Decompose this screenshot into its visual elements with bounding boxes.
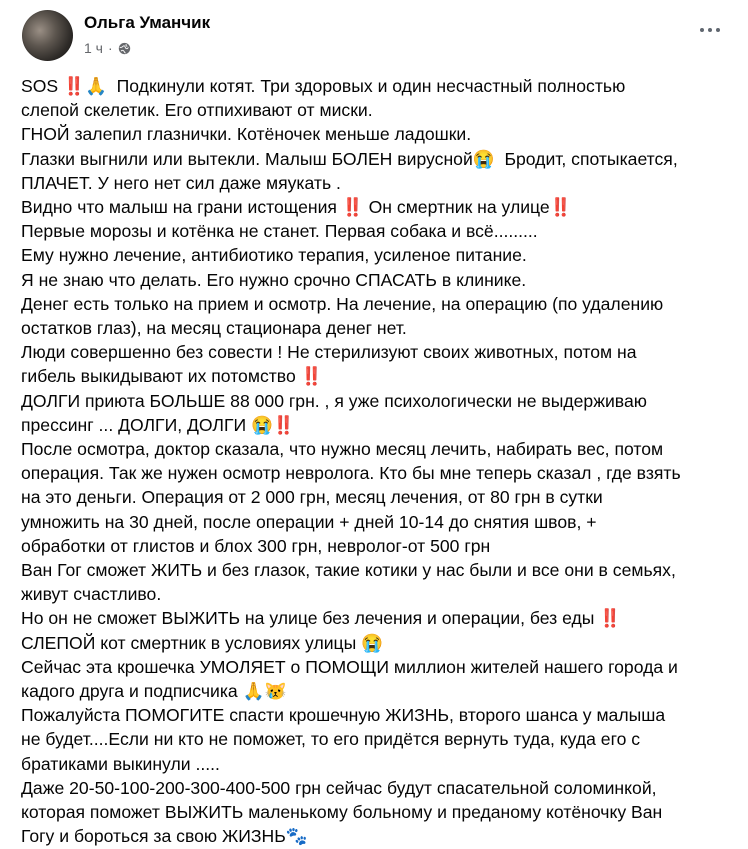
- author-name[interactable]: Ольга Уманчик: [84, 13, 211, 32]
- avatar[interactable]: [22, 10, 73, 61]
- post-time[interactable]: 1 ч: [84, 40, 103, 56]
- post-text: SOS ‼️🙏 Подкинули котят. Три здоровых и один несчастный полностью слепой скелетик. Его отпихивают от миски. ГНОЙ залепил глазнички. Котёночек меньше ладошки. Глазки выгнили или вытекли. Малыш БОЛЕН вирусной😭 Бродит, спотыкается, ПЛАЧЕТ. У него нет сил даже мяукать . Видно что малыш на грани истощения ‼️ Он смертник на улице‼️ Первые морозы и котёнка не станет. Первая собака и всё......... Ему нужно лечение, антибиотико терапия, усиленое питание. Я не знаю что делать. Его нужно срочно СПАСАТЬ в клинике. Денег есть только на прием и осмотр. На лечение, на операцию (по удалению остатков глаз), на месяц стационара денег нет. Люди совершенно без совести ! Не стерилизуют своих животных, потом на гибель выкидывают их потомство ‼️ ДОЛГИ приюта БОЛЬШЕ 88 000 грн. , я уже психологически не выдерживаю прессинг ... ДОЛГИ, ДОЛГИ 😭‼️ После осмотра, доктор сказала, что нужно месяц лечить, набирать вес, потом операция. Так же нужен осмотр невролога. Кто бы мне теперь сказал , где взять на это деньги. Операция от 2 000 грн, месяц лечения, от 80 грн в сутки умножить на 30 дней, после операции + дней 10-14 до снятия швов, + обработки от глистов и блох 300 грн, невролог-от 500 грн Ван Гог сможет ЖИТЬ и без глазок, такие котики у нас были и все они в семьях, живут счастливо. Но он не сможет ВЫЖИТЬ на улице без лечения и операции, без еды ‼️ СЛЕПОЙ кот смертник в условиях улицы 😭 Сейчас эта крошечка УМОЛЯЕТ о ПОМОЩИ миллион жителей нашего города и кадого друга и подписчика 🙏😿 Пожалуйста ПОМОГИТЕ спасти крошечную ЖИЗНЬ, второго шанса у малыша не будет....Если ни кто не поможет, то его придётся вернуть туда, куда его с братиками выкинули ..... Даже 20-50-100-200-300-400-500 грн сейчас будут спасательной соломинкой, которая поможет ВЫЖИТЬ маленькому больному и преданому котёночку Ван Гогу и бороться за свою ЖИЗНЬ🐾: [21, 76, 681, 847]
- globe-icon[interactable]: [118, 42, 131, 55]
- meta-separator: ·: [107, 40, 113, 56]
- post-meta: [84, 40, 131, 56]
- more-options-icon[interactable]: [696, 20, 724, 40]
